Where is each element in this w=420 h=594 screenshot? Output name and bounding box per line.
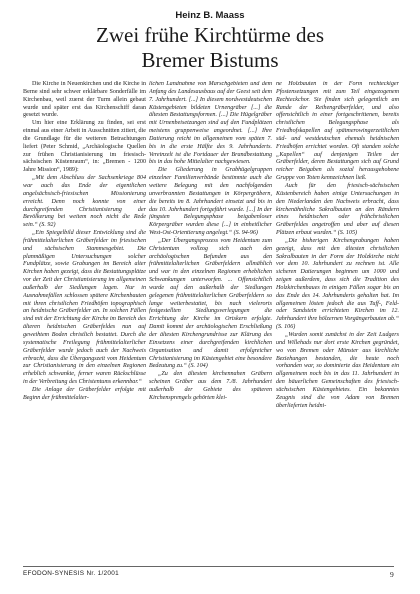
paragraph: „Mit dem Abschluss der Sachsenkriege 804 war auch das Ende der eigentlichen angelsächsisch-friesischen Missionierung erreicht. Denn noch konnte von einer durchgreifenden Christianisierung der Bevölkerung bei weitem noch nicht die Rede sein.“ (S. 92) xyxy=(23,175,146,229)
paragraph: ne Holzbauten in der Form rechteckiger Pfostensetzungen mit zum Teil eingezogenem Rechteckchor. Sie finden sich gelegentlich am Rande der Reihengräberfelder, und also offensichtlich in einer fortgeschrittenen, bereits christlichen Belegungsphase als Friedhofskapellen auf spätmerowingerzeitlichen süd- und westdeutschen ehemals heidnischen Friedhöfen errichtet worden. Oft standen solche „Kapellen“ auf denjenigen Teilen der Gräberfelder, deren Bestattungen sich auf Grund reicher Beigaben als sozial herausgehobene Gruppe von Toten kennzeichnen ließ. xyxy=(276,81,399,182)
page-number: 9 xyxy=(389,570,394,579)
paragraph: „Wurden somit zunächst in der Zeit Ludgers und Willehads nur dort erste Kirchen gegründet, wo von Bremen oder Münster aus kirchliche Beziehungen bestanden, die heute noch vorhanden war, so dominierte das Heidentum ein allgemeinem noch bis in das 11. Jahrhundert in den bäuerlichen Gemeinschaften des friesisch-sächsischen Küstengebietes. Ein bekanntes Zeugnis sind die von Adam von Bremen überlieferten heidni- xyxy=(276,332,399,409)
article-title-line-1: Zwei frühe Kirchtürme des xyxy=(96,23,324,47)
paragraph: „Der Übergangsprozess vom Heidentum zum Christentum vollzog sich auch den archäologischen Befunden aus den frühmittelalterlichen Gräberfeldern allmählich und war in den einzelnen Regionen erheblichen Schwankungen unterworfen. ... Offensichtlich wurde auf den außerhalb der Siedlungen gelegenen frühmittelalterlichen Gräberfeldern so lange weiterbestattet, bis nach vielerorts festgestellten Siedlungsverlegungen die Errichtung der Kirche im Ortskern erfolgte. Damit kommt der archäologischen Erschließung der ältesten Kirchengrundrisse zur Klärung des Einsetzens einer durchgreifenden kirchlichen Organisation und damit erfolgreicher Christianisierung im Küstengebiet eine besondere Bedeutung zu.“ (S. 104) xyxy=(149,237,272,370)
paragraph: Um hier eine Erklärung zu finden, sei erst einmal aus einer Arbeit in Ausschnitten zitiert, die die Grundlage für die weiteren Betrachtungen liefert (Peter Schmid, „Archäologische Quellen zur frühen Christianisierung im friesisch-sächsischen Küstenraum“, in: „Bremen - 1200 Jahre Mission“, 1989): xyxy=(23,120,146,174)
paragraph: „Die bisherigen Kirchengrabungen haben gezeigt, dass mit den ältesten christlichen Sakralbauten in der Form der Holzkirche nicht vor dem 10. Jahrhundert zu rechnen ist. Alle sicheren Datierungen beginnen um 1000 und zeigen außerdem, dass sich die Tradition des Holzkirchenbaues in einigen Fällen sogar bis an das Ende des 14. Jahrhunderts gehalten hat. Im allgemeinen lösten jedoch die aus Tuff-, Feld- oder Sandstein errichteten Kirchen im 12. Jahrhundert ihre hölzernen Vorgängerbauten ab.“ (S. 106) xyxy=(276,237,399,331)
text-column-1 xyxy=(23,81,146,559)
paragraph: Die Kirche in Neuenkirchen und die Kirche in Berne sind sehr schwer erklärbare Sonderfälle im Kirchenbau, weil zuerst der Turm allein gebaut wurde und später erst das Kirchenschiff daran gesetzt wurde. xyxy=(23,81,146,119)
text-column-3 xyxy=(276,81,399,559)
author-name: Heinz B. Maass xyxy=(175,10,245,21)
journal-issue: EFODON-SYNESIS Nr. 1/2001 xyxy=(23,570,119,577)
paragraph: lichen Landnahme von Marschgebieten und dem Anfang des Landesausbaus auf der Geest seit dem 7. Jahrhundert. [...] In diesem nordwestdeutschen Küstengebieten bildeten Urnengräber [...] die ältesten Bestattungsformen. [...] Die Hügelgräber mit Urnenbeisetzungen sind auf den Fundplätzen meistens gruppenweise angeordnet. [...] Ihre Datierung reicht im allgemeinen vom späten 7. bis in die erste Hälfte des 9. Jahrhunderts. Vereinzelt ist die Fortdauer der Brandbestattung bis in das hohe Mittelalter nachgewiesen. xyxy=(149,81,272,166)
text-column-2 xyxy=(149,81,272,559)
paragraph: Die Anlage der Gräberfelder erfolgte mit Beginn der frühmittelalter- xyxy=(23,386,146,401)
paragraph: „Ein Spiegelbild dieser Entwicklung sind die frühmittelalterlichen Gräberfelder im friesischen und sächsischen Stammesgebiet. Die planmäßigen Untersuchungen solcher Fundplätze, sowie Grabungen im Bereich alter Kirchen haben gezeigt, dass die Bestattungsplätze vor der Zeit der Christianisierung im allgemeinen außerhalb der Siedlungen lagen. Nur in Ausnahmefällen schlossen spätere Kirchenbauten mit ihren christlichen Friedhöfen topographisch an heidnische Gräberfelder an. In solchen Fällen sind mit der Errichtung der Kirche im Bereich des älteren heidnischen Gräberfeldes nun auf geweihtem Boden christlich bestattet. Durch die systematische Freilegung frühmittelalterlicher Gräberfelder wurde jedoch auch der Nachweis erbracht, dass die Übergangszeit vom Heidentum zur Christianisierung in den einzelnen Regionen erheblich schwankte, ferner waren Rückschlüsse in der Verbreitung des Christentums erkennbar.“ xyxy=(23,230,146,386)
paragraph: Die Gliederung in Grabhügelgruppen einzelner Familienverbände bestimmte auch die weitere Belegung mit den nachfolgenden unverbrannten Bestattungen in Körpergräbern, die bereits im 8. Jahrhundert einsetzt und bis in das 10. Jahrhundert fortgeführt wurde. [...] In der jüngsten Belegungsphase beigabenloser Körpergräber wurden diese [...] in einheitlicher West-Ost-Orientierung angelegt.“ (S. 94-96) xyxy=(149,167,272,237)
article-title-line-2: Bremer Bistums xyxy=(141,48,279,72)
paragraph: Auch für den friesisch-sächsischen Küstenbereich haben einige Untersuchungen in den Niederlanden den Nachweis erbracht, dass kirchenähnliche Sakralbauten an den Rändern eines heidnischen oder frühchristlichen Gräberfeldes angetroffen und aber auf diesen Plätzen erbaut wurden.“ (S. 105) xyxy=(276,182,399,237)
page-footer xyxy=(23,566,394,580)
paragraph: „Zu den ältesten kirchennahen Gräbern scheinen Gräber aus dem 7./8. Jahrhundert außerhalb der Gebiete des späteren Kirchensprengels gehörten klei- xyxy=(149,371,272,401)
